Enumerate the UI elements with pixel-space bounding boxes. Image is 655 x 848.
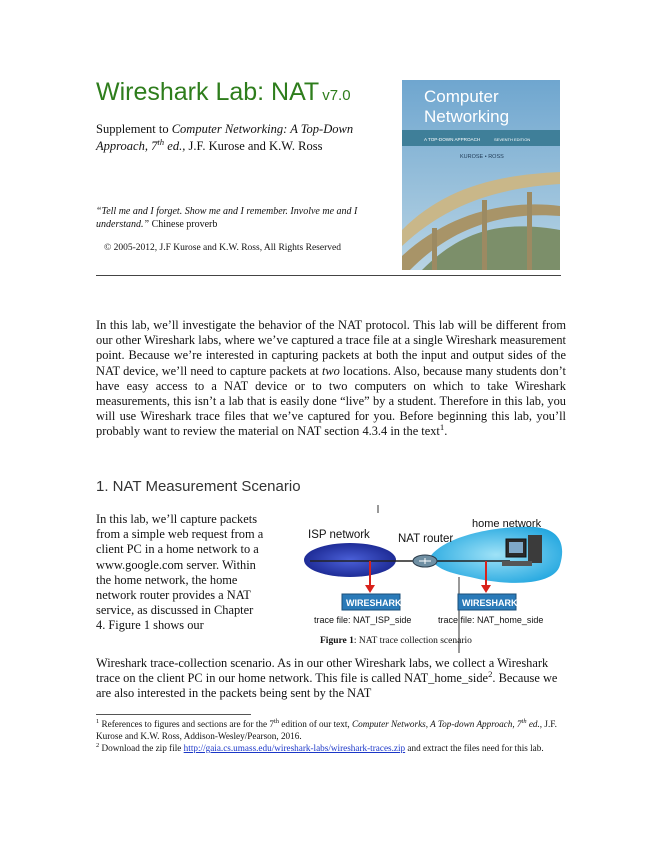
caption-text: : NAT trace collection scenario [353,636,472,646]
pc-screen-icon [509,542,523,553]
title-text: Wireshark Lab: NAT [96,78,320,106]
isp-arrowhead-icon [365,585,375,593]
footnote-1 [96,719,566,742]
footnote-ref-1[interactable]: 1 [439,422,445,433]
wireshark-text-home: WIRESHARK [462,598,518,608]
cover-line1: Computer [424,87,499,106]
isp-network-label: ISP network [308,529,370,541]
fn1-text-b: edition of our text, [278,719,352,729]
caption-label: Figure 1 [320,636,354,646]
footnote-2 [96,743,566,755]
section-left-text: In this lab, we’ll capture packets from a simple web request from a client PC in a home network to a www.google.com server. Within the home network, the home network router provides a NAT service, as discussed in Chapter 4. Figure 1 shows our [96,512,264,633]
footnote-divider [96,714,251,715]
nat-router-label: NAT router [398,533,454,545]
wireshark-text-isp: WIRESHARK [346,598,402,608]
edition-suffix: ed., [164,139,186,153]
edition-sup: th [157,136,165,147]
cover-edition: SEVENTH EDITION [494,137,531,142]
figure-caption [320,636,472,646]
cover-subtitle: A TOP-DOWN APPROACH [424,137,481,142]
isp-trace-file-label: trace file: NAT_ISP_side [314,615,412,625]
epigraph [96,205,386,231]
nat-diagram [270,505,570,653]
fn2-text-b: and extract the files need for this lab. [405,743,544,753]
isp-network-cloud [304,543,396,577]
fn1-text-a: References to figures and sections are for the 7 [99,719,274,729]
fn2-text-a: Download the zip file [99,743,184,753]
authors: J.F. Kurose and K.W. Ross [185,139,323,153]
intro-part1: In this lab, we’ll investigate the behavior of the NAT protocol. This lab will be different from our other Wireshark labs, where we’ve captured a trace file at a single Wireshark measurement point. Because we’re interested in capturing packets at both the input and output sides of the NAT device, we’ll need to capture packets at [96,318,566,378]
book-cover-image [402,80,560,270]
quote-text: “Tell me and I forget. Show me and I remember. Involve me and I understand.” [96,206,358,230]
full-text-b: . Because we are also interested in the packets being sent by the NAT [96,671,558,701]
cover-line2: Networking [424,107,510,126]
copyright: © 2005-2012, J.F Kurose and K.W. Ross, All Rights Reserved [104,243,341,253]
fn1-sup: th [273,717,279,725]
fn1-number: 1 [96,717,100,725]
figure-1 [270,505,570,653]
header-divider [96,275,561,276]
fn1-book-end: ed., [526,719,543,729]
home-trace-file-label: trace file: NAT_home_side [438,615,544,625]
supplement-prefix: Supplement to [96,122,172,136]
intro-part2: locations. Also, because many students don’t have easy access to a NAT device or to two computers on which to take Wireshark measurements, this isn’t a lab that is easily done “live” by a student. Therefore in this lab, you will use Wireshark trace files that we’ve captured for you. Before beginning this lab, you’ll probably want to review the material on NAT section 4.3.4 in the text [96,363,566,439]
cover-art [402,80,560,270]
quote-source: Chinese proverb [151,219,218,230]
fn1-book-sup: th [521,717,527,725]
home-arrowhead-icon [481,585,491,593]
fn2-number: 2 [96,741,100,749]
home-network-label: home network [472,518,542,530]
book-title: Computer Networking: A Top-Down Approach, 7 [96,122,354,153]
supplement-line [96,121,386,155]
intro-paragraph [96,318,566,440]
section-heading: 1. NAT Measurement Scenario [96,478,301,495]
pc-tower-icon [528,535,542,563]
version-label: v7.0 [322,87,351,104]
section-full-text [96,656,566,702]
cover-authors: KUROSE • ROSS [460,154,504,160]
traces-download-link[interactable]: http://gaia.cs.umass.edu/wireshark-labs/wireshark-traces.zip [183,743,406,753]
pc-keyboard-icon [502,561,532,566]
fn1-text-c: J.F. Kurose and K.W. Ross, Addison-Wesley/Pearson, 2016. [96,719,557,741]
fn1-book: Computer Networks, A Top-down Approach, 7 [351,719,522,729]
page-title [96,78,351,107]
footnote-ref-2[interactable]: 2 [488,669,493,680]
intro-end: . [444,424,448,439]
intro-emphasis: two [321,363,340,378]
full-text-a: Wireshark trace-collection scenario. As in our other Wireshark labs, we collect a Wireshark trace on the client PC in our home network. This file is called NAT_home_side [96,656,549,686]
